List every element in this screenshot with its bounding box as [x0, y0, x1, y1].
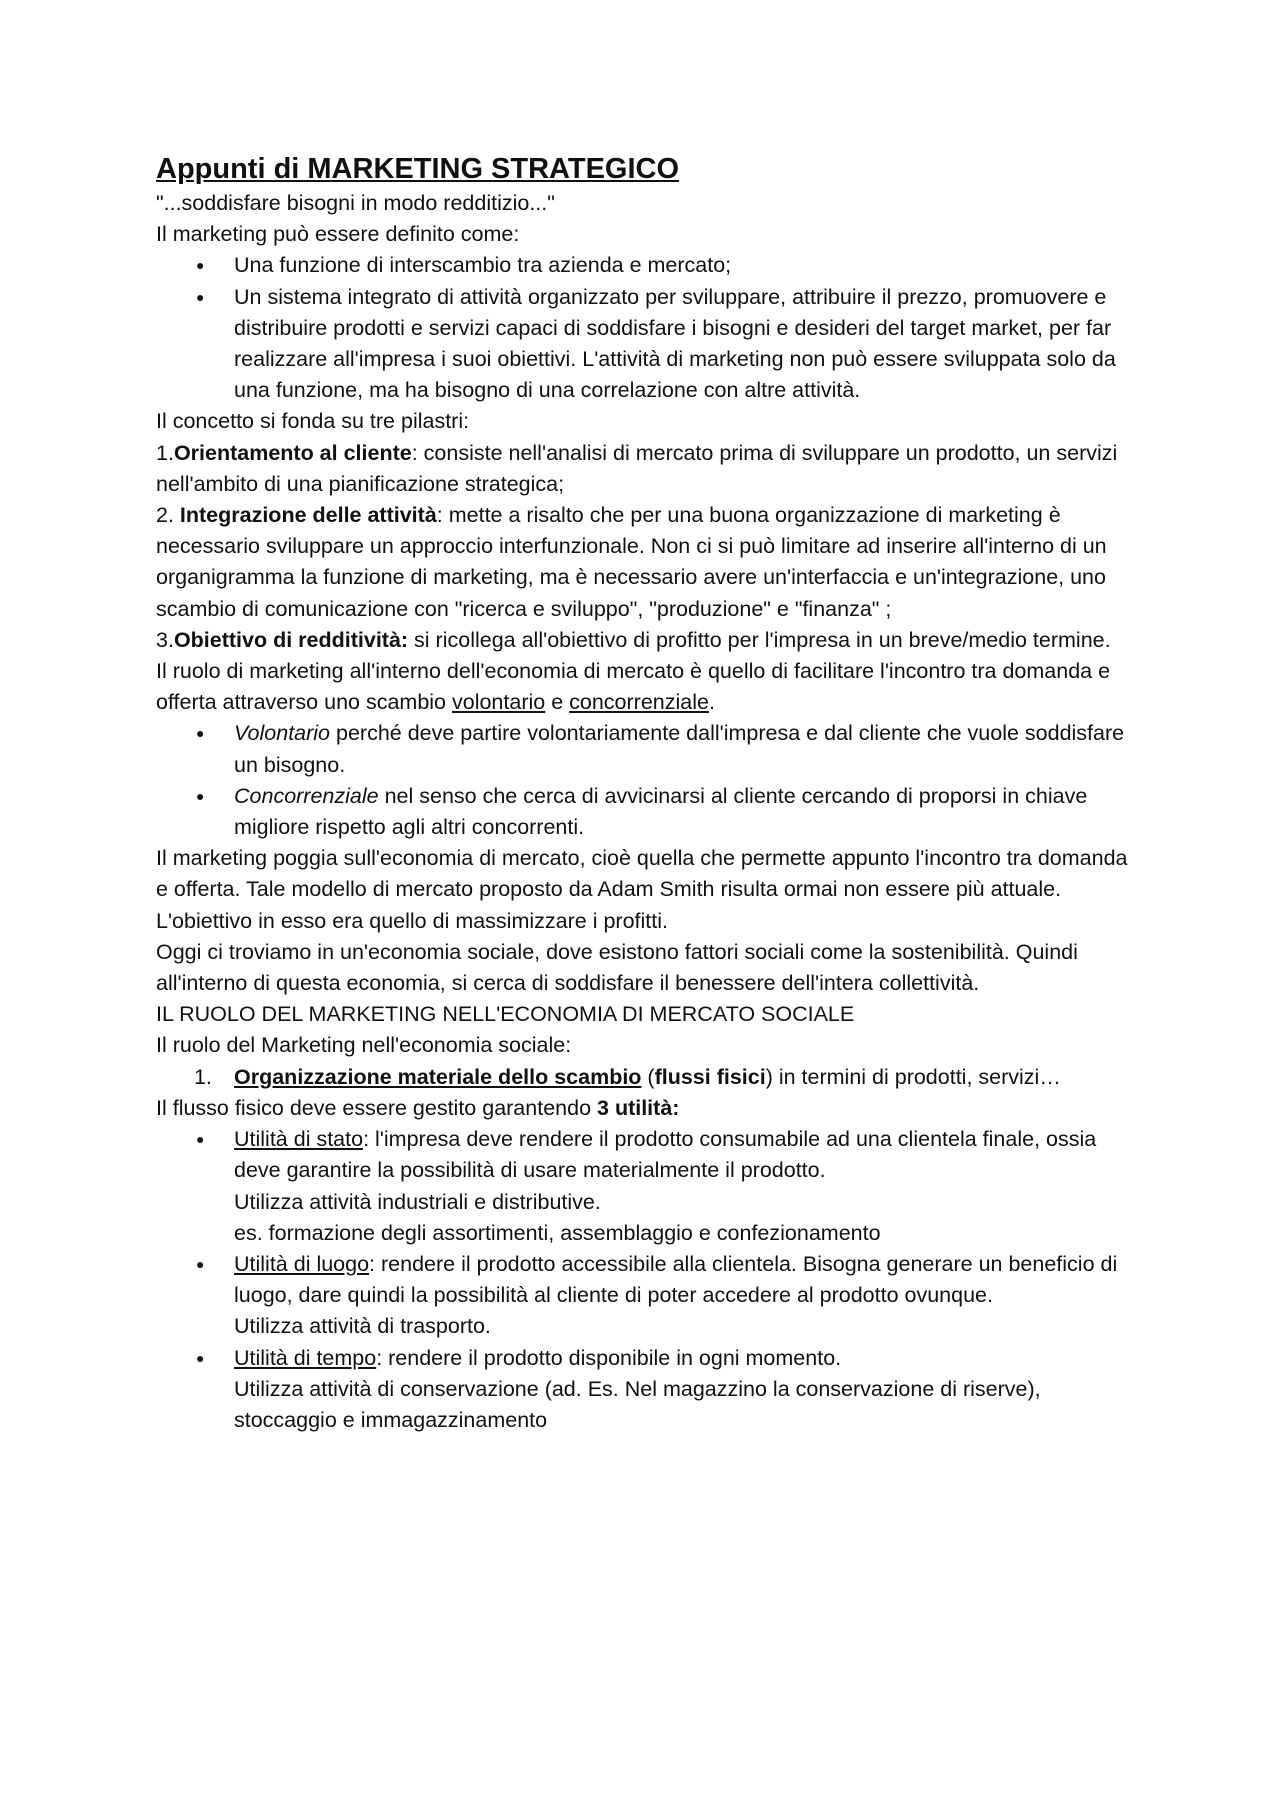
- list-item: ● Concorrenziale nel senso che cerca di avvicinarsi al cliente cercando di proporsi in chiave migliore rispetto agli altri concorrenti.: [156, 781, 1136, 843]
- list-item: ● Utilità di stato: l'impresa deve rendere il prodotto consumabile ad una clientela finale, ossia deve garantire la possibilità di usare materialmente il prodotto. Utilizza attività industriali e distributive. es. formazione degli assortimenti, assemblaggio e confezionamento: [156, 1124, 1136, 1249]
- pillar-paragraph: 1.Orientamento al cliente: consiste nell'analisi di mercato prima di sviluppare un prodotto, un servizi nell'ambito di una pianificazione strategica;: [156, 440, 1118, 496]
- list-item: ● Una funzione di interscambio tra azienda e mercato;: [156, 250, 1136, 281]
- document-title: Appunti di MARKETING STRATEGICO: [156, 153, 680, 185]
- utility-list: [156, 1124, 1136, 1436]
- roles-list: [156, 1062, 1136, 1093]
- pillar-paragraph: 2. Integrazione delle attività: mette a risalto che per una buona organizzazione di marketing è necessario sviluppare un approccio interfunzionale. Non ci si può limitare ad inserire all'interno di un organigramma la funzione di marketing, ma è necessario avere un'interfaccia e un'integrazione, uno scambio di comunicazione con "ricerca e sviluppo", "produzione" e "finanza" ;: [156, 503, 1107, 621]
- quote-line: "...soddisfare bisogni in modo redditizio...": [156, 191, 555, 215]
- role-paragraph: Il ruolo di marketing all'interno dell'economia di mercato è quello di facilitare l'incontro tra domanda e offerta attraverso uno scambio volontario e concorrenziale.: [156, 659, 1111, 715]
- social-paragraph: Oggi ci troviamo in un'economia sociale, dove esistono fattori sociali come la sostenibilità. Quindi all'interno di questa economia, si cerca di soddisfare il benessere dell'intera collettività.: [156, 939, 1078, 996]
- flow-intro: Il flusso fisico deve essere gestito garantendo 3 utilità:: [156, 1095, 680, 1120]
- pillars-intro: Il concetto si fonda su tre pilastri:: [156, 409, 470, 434]
- list-item: ● Volontario perché deve partire volontariamente dall'impresa e dal cliente che vuole soddisfare un bisogno.: [156, 718, 1136, 780]
- definition-list: [156, 250, 1136, 406]
- list-item: 1. Organizzazione materiale dello scambio (flussi fisici) in termini di prodotti, servizi…: [194, 1064, 1061, 1089]
- pillar-paragraph: 3.Obiettivo di redditività: si ricollega all'obiettivo di profitto per l'impresa in un breve/medio termine.: [156, 627, 1111, 652]
- list-item: ● Utilità di luogo: rendere il prodotto accessibile alla clientela. Bisogna generare un beneficio di luogo, dare quindi la possibilità al cliente di poter accedere al prodotto ovunque. Utilizza attività di trasporto.: [156, 1249, 1136, 1343]
- section-heading: IL RUOLO DEL MARKETING NELL'ECONOMIA DI MERCATO SOCIALE: [156, 1002, 855, 1027]
- document-page: [156, 152, 1136, 1436]
- economy-paragraph: Il marketing poggia sull'economia di mercato, cioè quella che permette appunto l'incontro tra domanda e offerta. Tale modello di mercato proposto da Adam Smith risulta ormai non essere più attuale. L'obiettivo in esso era quello di massimizzare i profitti.: [156, 846, 1128, 933]
- list-item: ● Utilità di tempo: rendere il prodotto disponibile in ogni momento. Utilizza attività di conservazione (ad. Es. Nel magazzino la conservazione di riserve), stoccaggio e immagazzinamento: [156, 1343, 1136, 1437]
- list-item: ● Un sistema integrato di attività organizzato per sviluppare, attribuire il prezzo, promuovere e distribuire prodotti e servizi capaci di soddisfare i bisogni e desideri del target market, per far realizzare all'impresa i suoi obiettivi. L'attività di marketing non può essere sviluppata solo da una funzione, ma ha bisogno di una correlazione con altre attività.: [156, 282, 1136, 407]
- section-intro: Il ruolo del Marketing nell'economia sociale:: [156, 1033, 572, 1058]
- definition-intro: Il marketing può essere definito come:: [156, 222, 520, 247]
- exchange-type-list: [156, 718, 1136, 843]
